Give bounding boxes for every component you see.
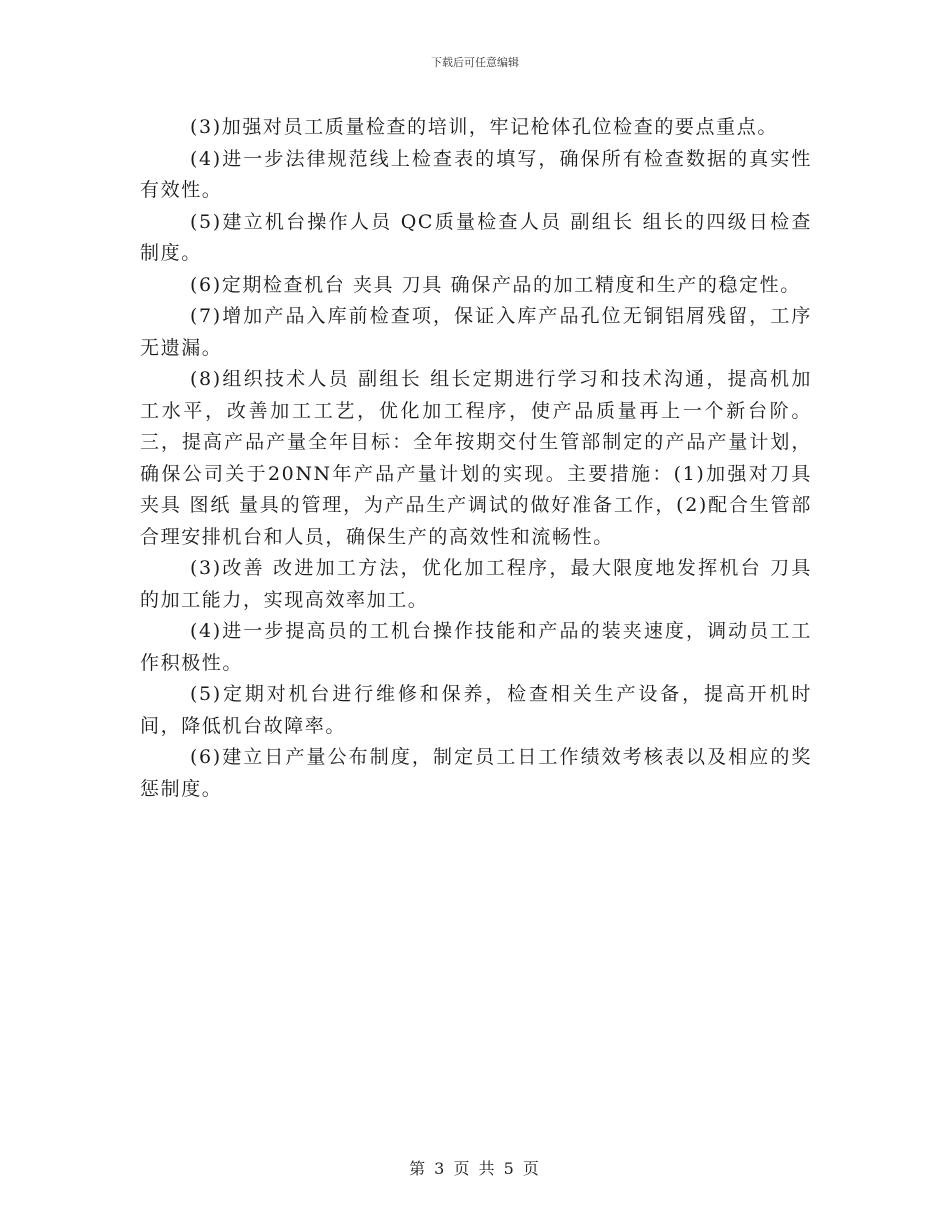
paragraph-output-4: (4)进一步提高员的工机台操作技能和产品的装夹速度，调动员工工作积极性。 [140, 620, 812, 674]
paragraph-4: (4)进一步法律规范线上检查表的填写，确保所有检查数据的真实性有效性。 [140, 147, 812, 201]
paragraph-output-5: (5)定期对机台进行维修和保养，检查相关生产设备，提高开机时间，降低机台故障率。 [140, 683, 812, 737]
paragraph-7: (7)增加产品入库前检查项，保证入库产品孔位无铜铝屑残留，工序无遗漏。 [140, 305, 812, 359]
page-number: 第 3 页 共 5 页 [409, 1159, 541, 1178]
paragraph-5: (5)建立机台操作人员 QC质量检查人员 副组长 组长的四级日检查制度。 [140, 210, 812, 264]
document-body [140, 112, 812, 805]
paragraph-output-6: (6)建立日产量公布制度，制定员工日工作绩效考核表以及相应的奖惩制度。 [140, 746, 812, 800]
page-header: 下载后可任意编辑 [431, 56, 519, 69]
paragraph-3: (3)加强对员工质量检查的培训，牢记枪体孔位检查的要点重点。 [190, 116, 778, 138]
paragraph-output-3: (3)改善 改进加工方法，优化加工程序，最大限度地发挥机台 刀具的加工能力，实现高效率加工。 [140, 557, 812, 611]
paragraph-6: (6)定期检查机台 夹具 刀具 确保产品的加工精度和生产的稳定性。 [190, 273, 801, 296]
paragraph-8: (8)组织技术人员 副组长 组长定期进行学习和技术沟通，提高机加工水平，改善加工工艺，优化加工程序，使产品质量再上一个新台阶。三，提高产品产量全年目标：全年按期交付生管部制定的产品产量计划，确保公司关于20NN年产品产量计划的实现。主要措施：(1)加强对刀具 夹具 图纸 量具的管理，为产品生产调试的做好准备工作，(2)配合生管部合理安排机台和人员，确保生产的高效性和流畅性。 [140, 368, 812, 548]
